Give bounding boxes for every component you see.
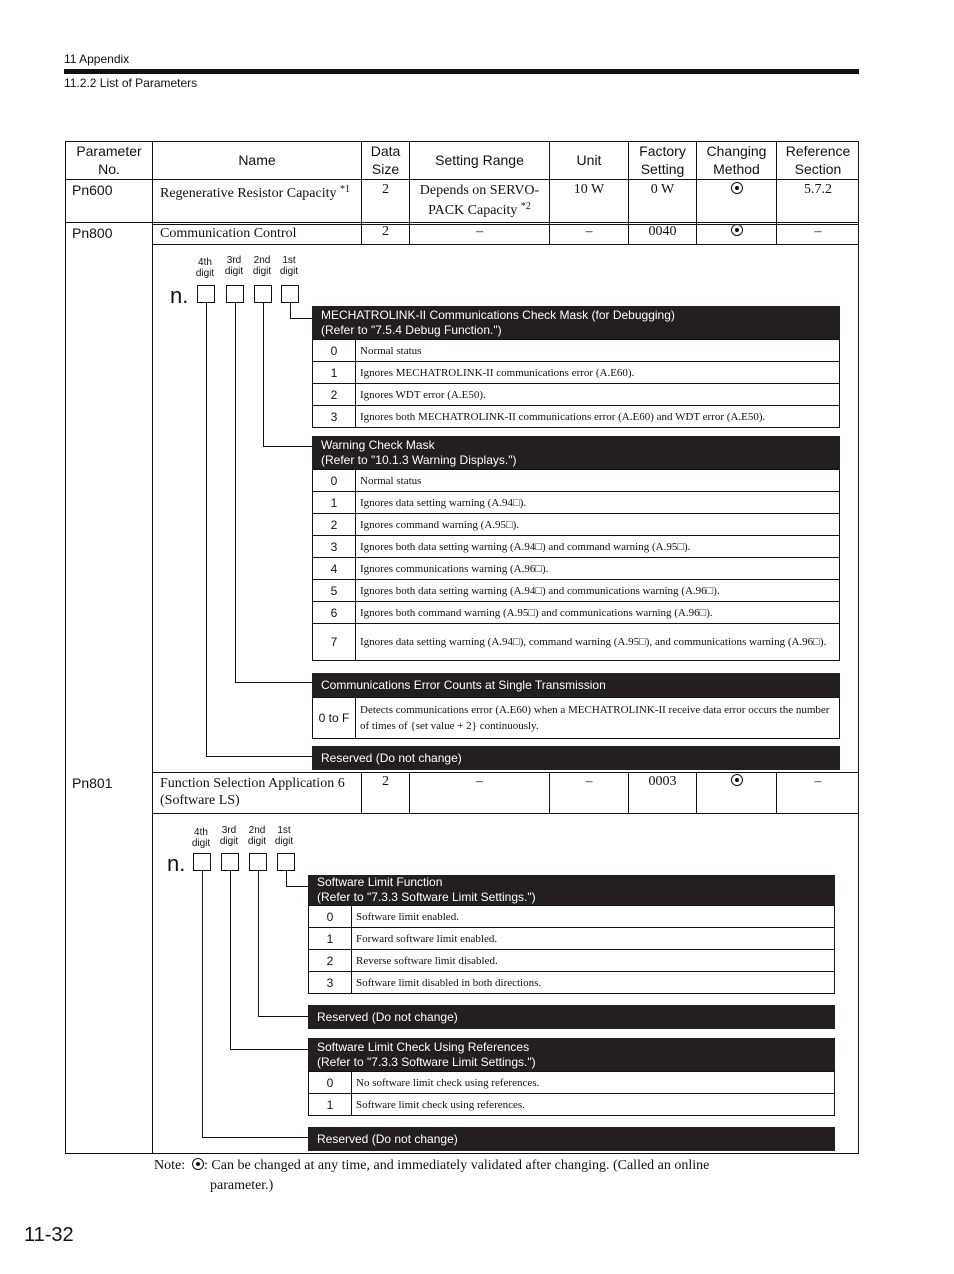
online-change-icon <box>731 774 743 786</box>
setting-range-pn600 <box>410 181 549 221</box>
digit-box-3rd <box>226 285 244 303</box>
option-desc: Software limit enabled. <box>356 910 459 923</box>
option-desc: Ignores WDT error (A.E50). <box>360 388 486 401</box>
digit-label-2nd: 2nd digit <box>252 255 272 277</box>
unit-pn801: – <box>585 774 593 789</box>
setting-range-pn800: – <box>476 224 483 239</box>
option-value: 5 <box>313 580 356 601</box>
group-header-reserved <box>308 1005 835 1029</box>
option-value: 1 <box>309 1094 352 1115</box>
col-header-changing-method: Changing Method <box>706 143 767 177</box>
option-desc: Normal status <box>360 474 422 487</box>
option-desc: Ignores communications warning (A.96□). <box>360 562 549 575</box>
option-value: 3 <box>313 536 356 557</box>
option-value: 2 <box>313 514 356 535</box>
option-value: 0 <box>309 906 352 927</box>
table-rule <box>152 141 153 1154</box>
table-rule <box>152 244 859 245</box>
digit-box-1st <box>281 285 299 303</box>
digit-box-1st <box>277 853 295 871</box>
col-header-reference-section: Reference Section <box>785 143 851 177</box>
option-value: 2 <box>309 950 352 971</box>
option-row <box>313 513 839 535</box>
col-header-data-size: Data Size <box>370 143 401 177</box>
col-header-name: Name <box>238 152 276 168</box>
option-row <box>309 949 834 971</box>
option-row <box>313 339 839 361</box>
digit-label-1st: 1st digit <box>274 825 294 847</box>
option-value: 1 <box>313 492 356 513</box>
range-line: PACK Capacity <box>428 203 518 218</box>
col-header-setting-range: Setting Range <box>435 152 524 168</box>
data-size-pn600: 2 <box>382 182 389 197</box>
option-desc: Ignores data setting warning (A.94□), command warning (A.95□), and communications warning (A.96□). <box>360 636 827 648</box>
footnote-mark: *2 <box>520 201 531 212</box>
group-title: Reserved (Do not change) <box>317 1131 458 1146</box>
group-title: Reserved (Do not change) <box>321 750 462 765</box>
data-size-pn801: 2 <box>382 774 389 789</box>
reference-pn800: – <box>814 224 822 239</box>
param-name-pn800: Communication Control <box>160 226 297 241</box>
option-desc: No software limit check using references. <box>356 1076 540 1089</box>
n-prefix: n. <box>170 283 189 308</box>
data-size-pn800: 2 <box>382 224 389 239</box>
option-desc: Ignores both command warning (A.95□) and communications warning (A.96□). <box>360 606 713 619</box>
group-subtitle: (Refer to "7.5.4 Debug Function.") <box>321 322 502 337</box>
option-desc: Ignores both MECHATROLINK-II communications error (A.E60) and WDT error (A.E50). <box>360 410 766 423</box>
digit-box-3rd <box>221 853 239 871</box>
param-name-pn801: Function Selection Application 6 (Software LS) <box>160 776 345 808</box>
option-value: 0 <box>313 470 356 491</box>
note-line: : Can be changed at any time, and immediately validated after changing. (Called an online <box>204 1158 710 1173</box>
connector-line <box>202 871 309 1138</box>
option-value: 0 <box>309 1072 352 1093</box>
method-pn800 <box>697 223 776 240</box>
note-text-cont: parameter.) <box>210 1178 274 1193</box>
param-no-pn600: Pn600 <box>72 182 113 198</box>
table-rule <box>65 179 859 180</box>
group-title: Software Limit Function <box>317 875 443 889</box>
param-no-pn801: Pn801 <box>72 775 113 791</box>
digit-box-2nd <box>254 285 272 303</box>
option-row <box>313 601 839 623</box>
option-row <box>313 491 839 513</box>
option-row <box>309 927 834 949</box>
reference-pn600: 5.7.2 <box>804 182 832 197</box>
option-row <box>313 535 839 557</box>
unit-pn600: 10 W <box>573 182 605 197</box>
option-row <box>309 905 834 927</box>
option-value: 7 <box>313 624 356 660</box>
option-desc: Reverse software limit disabled. <box>356 954 498 967</box>
option-row <box>313 405 839 427</box>
section-header: 11.2.2 List of Parameters <box>64 76 198 90</box>
digit-box-4th <box>193 853 211 871</box>
factory-pn801: 0003 <box>648 774 677 789</box>
option-desc: Software limit disabled in both directions. <box>356 976 542 989</box>
factory-pn800: 0040 <box>648 224 677 239</box>
online-change-icon <box>731 224 743 236</box>
option-row <box>309 1071 834 1093</box>
page-number: 11-32 <box>24 1224 74 1246</box>
group-header-reserved <box>312 746 840 770</box>
chapter-header: 11 Appendix <box>64 52 130 66</box>
param-no-pn800: Pn800 <box>72 225 113 241</box>
digit-label-3rd: 3rd digit <box>224 255 244 277</box>
option-row <box>313 579 839 601</box>
option-row <box>309 1093 834 1115</box>
group-subtitle: (Refer to "7.3.3 Software Limit Settings.") <box>317 890 536 904</box>
method-pn600 <box>697 181 776 198</box>
options-table <box>312 469 840 661</box>
option-desc: Ignores command warning (A.95□). <box>360 518 520 531</box>
group-title: Reserved (Do not change) <box>317 1009 458 1024</box>
group-title: MECHATROLINK-II Communications Check Mask (for Debugging) <box>321 307 675 322</box>
n-prefix: n. <box>167 851 186 876</box>
group-title: Software Limit Check Using References <box>317 1039 530 1054</box>
digit-label-1st: 1st digit <box>279 255 299 277</box>
option-row <box>313 697 839 738</box>
option-value: 4 <box>313 558 356 579</box>
param-name-text: Regenerative Resistor Capacity <box>160 186 337 201</box>
param-name-pn600 <box>160 185 350 202</box>
digit-box-2nd <box>249 853 267 871</box>
option-value: 0 to F <box>313 698 356 738</box>
range-line: Depends on SERVO- <box>419 183 540 198</box>
online-change-icon <box>192 1158 204 1170</box>
group-title: Communications Error Counts at Single Transmission <box>321 677 606 692</box>
reference-pn801: – <box>814 774 822 789</box>
group-header-software-limit <box>308 875 835 905</box>
option-desc: Ignores MECHATROLINK-II communications error (A.E60). <box>360 366 635 379</box>
note-text <box>192 1156 709 1175</box>
col-header-unit: Unit <box>576 152 602 168</box>
option-desc: Ignores both data setting warning (A.94□) and communications warning (A.96□). <box>360 584 720 597</box>
option-value: 3 <box>313 406 356 427</box>
footnote-mark: *1 <box>340 184 350 195</box>
option-value: 3 <box>309 972 352 993</box>
group-subtitle: (Refer to "10.1.3 Warning Displays.") <box>321 452 517 467</box>
group-header-warning-check-mask <box>312 436 840 469</box>
option-desc: Ignores both data setting warning (A.94□) and command warning (A.95□). <box>360 540 691 553</box>
group-header-software-limit-check <box>308 1038 835 1071</box>
digit-label-4th: 4th digit <box>195 257 215 279</box>
options-table <box>312 339 840 428</box>
setting-range-pn801: – <box>476 774 483 789</box>
group-header-comm-check-mask <box>312 306 840 339</box>
group-header-error-counts <box>312 673 840 697</box>
connector-line <box>206 303 313 757</box>
table-rule <box>152 813 859 814</box>
option-desc: Software limit check using references. <box>356 1098 525 1111</box>
header-rule <box>64 69 859 74</box>
digit-label-2nd: 2nd digit <box>247 825 267 847</box>
option-row <box>313 623 839 660</box>
option-value: 1 <box>313 362 356 383</box>
unit-pn800: – <box>585 224 593 239</box>
option-row <box>309 971 834 993</box>
option-value: 2 <box>313 384 356 405</box>
group-title: Warning Check Mask <box>321 437 435 452</box>
note-label: Note: <box>154 1158 186 1173</box>
col-header-factory-setting: Factory Setting <box>639 143 686 177</box>
option-desc: Forward software limit enabled. <box>356 932 498 945</box>
option-row <box>313 383 839 405</box>
option-value: 1 <box>309 928 352 949</box>
options-table <box>308 905 835 994</box>
group-subtitle: (Refer to "7.3.3 Software Limit Settings.") <box>317 1054 536 1069</box>
online-change-icon <box>731 182 743 194</box>
option-value: 6 <box>313 602 356 623</box>
col-header-parameter-no: Parameter No. <box>76 143 142 177</box>
group-header-reserved <box>308 1127 835 1151</box>
option-desc: Detects communications error (A.E60) when a MECHATROLINK-II receive data error occurs the number of times of {set value + 2} continuously. <box>360 704 830 732</box>
digit-label-3rd: 3rd digit <box>219 825 239 847</box>
options-table <box>308 1071 835 1116</box>
factory-pn600: 0 W <box>650 182 675 197</box>
option-value: 0 <box>313 340 356 361</box>
option-row <box>313 557 839 579</box>
option-row <box>313 469 839 491</box>
options-table <box>312 697 840 739</box>
method-pn801 <box>697 773 776 790</box>
option-desc: Normal status <box>360 344 422 357</box>
option-row <box>313 361 839 383</box>
option-desc: Ignores data setting warning (A.94□). <box>360 496 527 509</box>
digit-box-4th <box>197 285 215 303</box>
digit-label-4th: 4th digit <box>191 827 211 849</box>
